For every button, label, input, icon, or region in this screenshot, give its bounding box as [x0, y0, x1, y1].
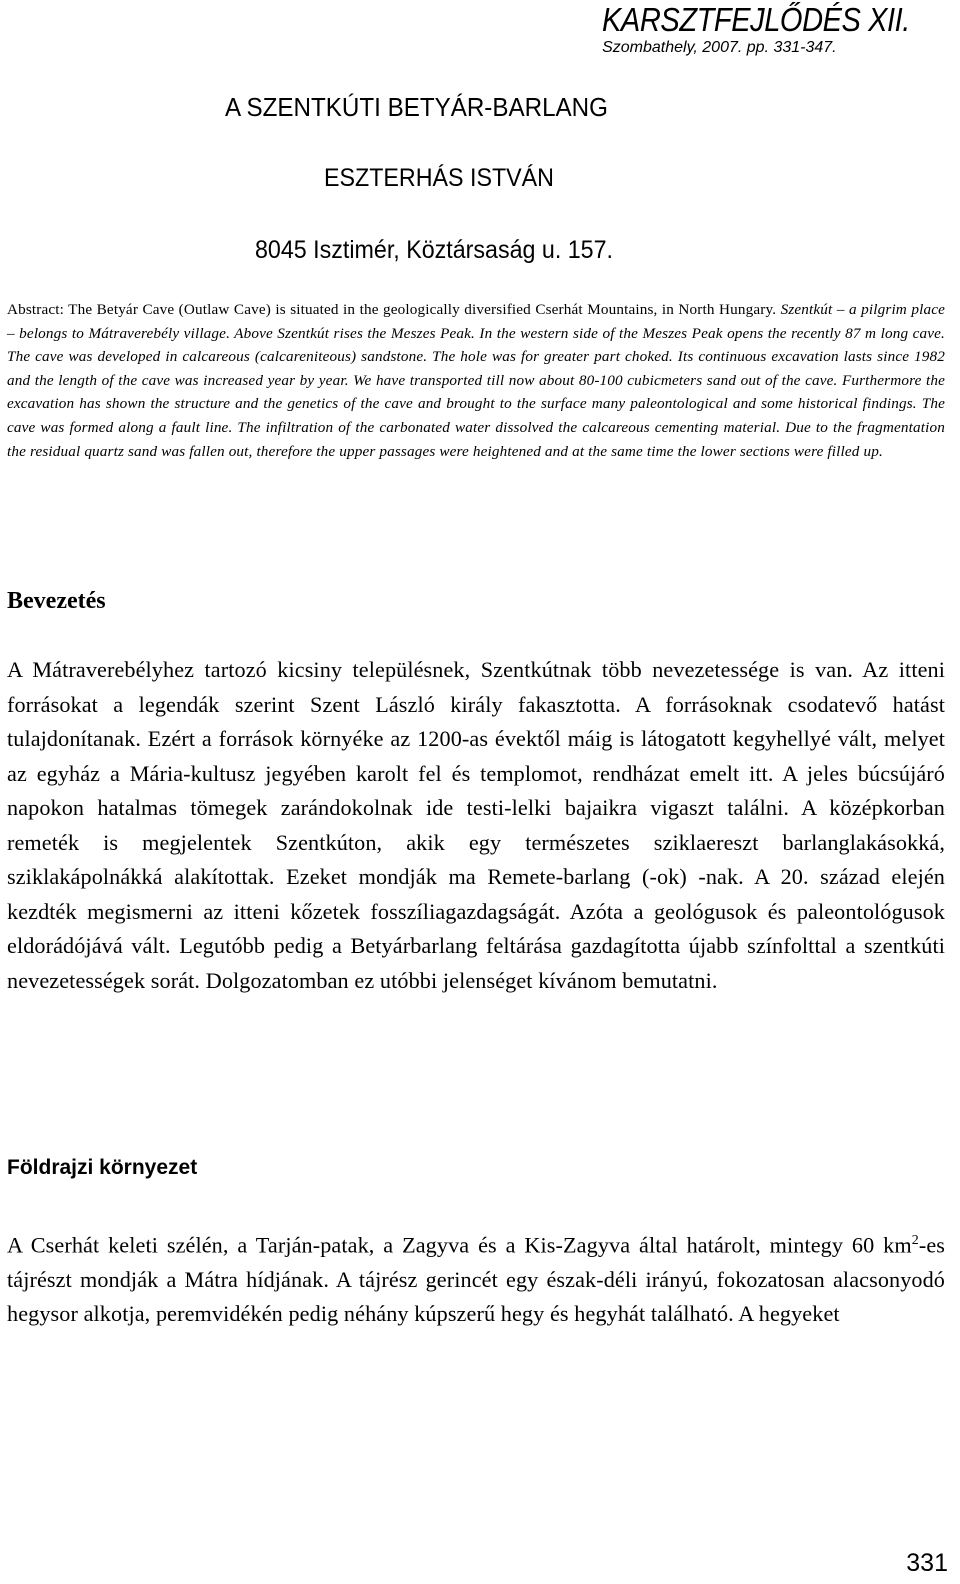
paper-title: A SZENTKÚTI BETYÁR-BARLANG [225, 92, 608, 122]
geography-text-part1: A Cserhát keleti szélén, a Tarján-patak, a Zagyva és a Kis-Zagyva által határolt, mintegy 60 km [7, 1232, 912, 1258]
abstract-body: Szentkút – a pilgrim place – belongs to Mátraverebély village. Above Szentkút rises the Meszes Peak. In the western side of the Meszes Peak opens the recently 87 m long cave. The cave was developed in calcareous (calcareniteous) sandstone. The hole was for greater part choked. Its continuous excavation lasts since 1982 and the length of the cave was increased year by year. We have transported till now about 80-100 cubicmeters sand out of the cave. Furthermore the excavation has shown the structure and the genetics of the cave and brought to the surface many paleontological and some historical findings. The cave was formed along a fault line. The infiltration of the carbonated water dissolved the calcareous cementing material. Due to the fragmentation the residual quartz sand was fallen out, therefore the upper passages were heightened and at the same time the lower sections were filled up. [7, 301, 945, 460]
abstract [7, 298, 945, 463]
section-heading-geography: Földrajzi környezet [7, 1156, 198, 1179]
section-heading-introduction: Bevezetés [7, 588, 106, 614]
journal-name: KARSZTFEJLŐDÉS XII. [602, 1, 911, 38]
section-text-geography [7, 1224, 945, 1332]
superscript-2: 2 [911, 1233, 919, 1248]
author-name: ESZTERHÁS ISTVÁN [324, 164, 554, 192]
geography-text-part2: -es tájrészt mondják a Mátra hídjának. A tájrész gerincét egy észak-déli irányú, fokozatosan alacsonyodó hegysor alkotja, peremvidékén pedig néhány kúpszerű hegy és hegyhát található. A hegyeket [7, 1232, 945, 1327]
section-text-introduction: A Mátraverebélyhez tartozó kicsiny településnek, Szentkútnak több nevezetessége is van. Az itteni forrásokat a legendák szerint Szent László király fakasztotta. A forrásoknak csodatevő hatást tulajdonítanak. Ezért a források környéke az 1200-as évektől máig is látogatott kegyhellyé vált, melyet az egyház a Mária-kultusz jegyében karolt fel és templomot, rendházat emelt itt. A jeles búcsújáró napokon hatalmas tömegek zarándokolnak ide testi-lelki bajaikra vigaszt találni. A középkorban remeték is megjelentek Szentkúton, akik egy természetes sziklaereszt barlanglakásokká, sziklakápolnákká alakítottak. Ezeket mondják ma Remete-barlang (-ok) -nak. A 20. század elején kezdték megismerni az itteni kőzetek fosszíliagazdagságát. Azóta a geológusok és paleontológusok eldorádójává vált. Legutóbb pedig a Betyárbarlang feltárása gazdagította újabb színfolttal a szentkúti nevezetességek sorát. Dolgozatomban ez utóbbi jelenséget kívánom bemutatni. [7, 657, 945, 993]
journal-reference: Szombathely, 2007. pp. 331-347. [602, 39, 837, 56]
page-number: 331 [906, 1549, 948, 1577]
author-address: 8045 Isztimér, Köztársaság u. 157. [255, 236, 613, 264]
journal-header [602, 0, 952, 58]
abstract-lead: Abstract: The Betyár Cave (Outlaw Cave) is situated in the geologically diversified Cserhát Mountains, in North Hungary. [7, 301, 777, 318]
